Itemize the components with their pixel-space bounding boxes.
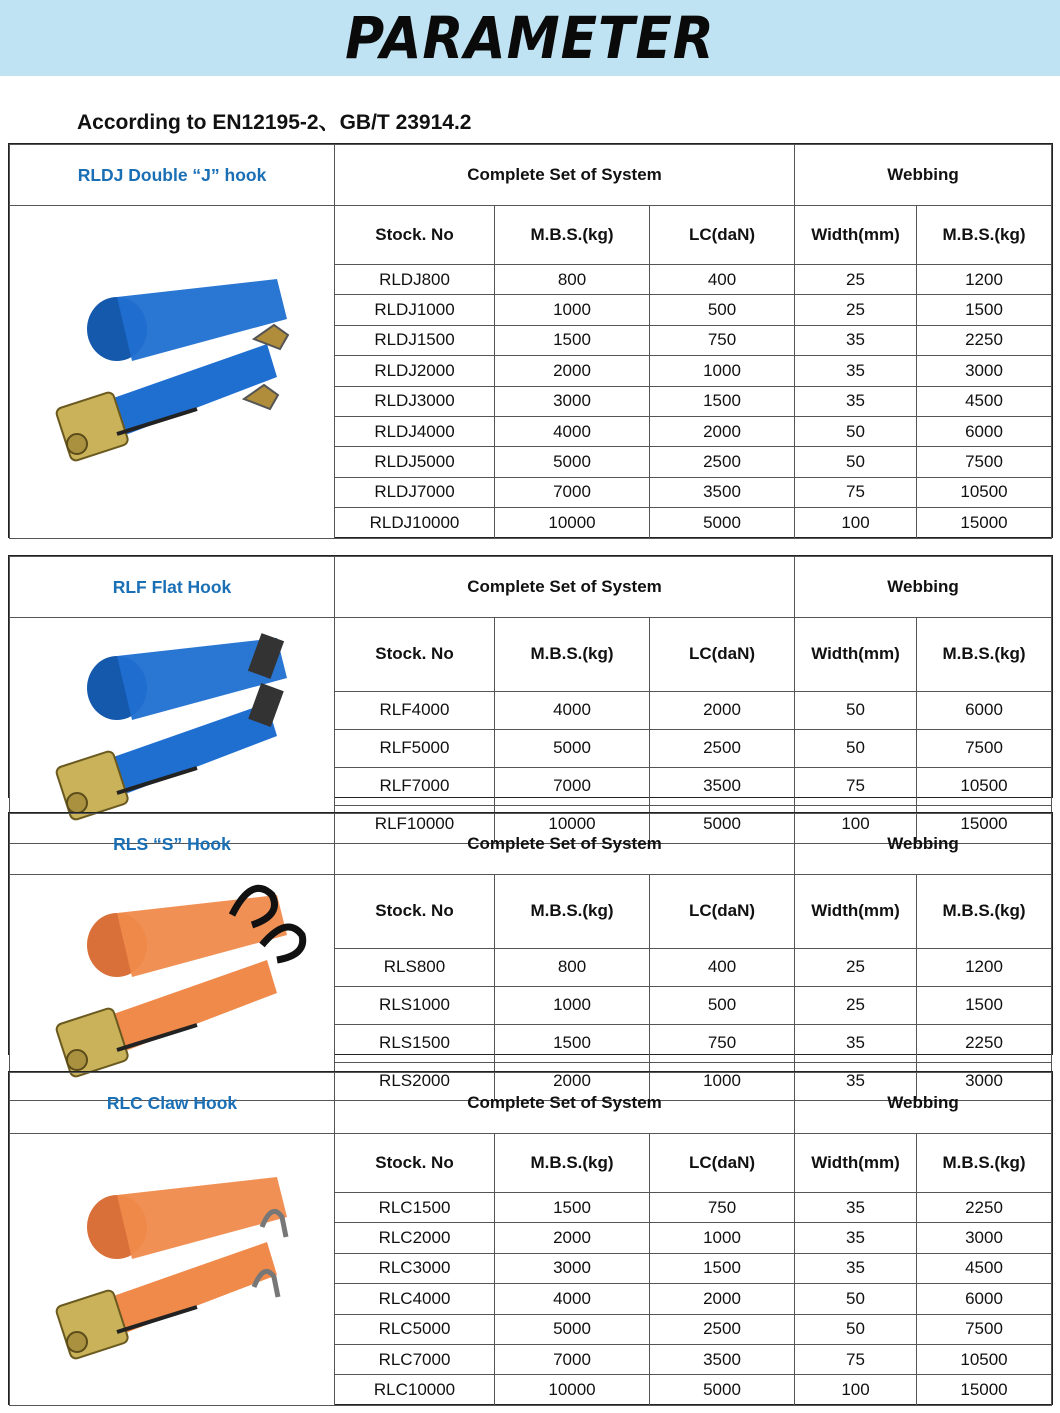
product-image xyxy=(22,875,322,1095)
table-cell: RLF10000 xyxy=(335,805,495,843)
col-webbing-mbs: M.B.S.(kg) xyxy=(917,618,1052,692)
col-lc: LC(daN) xyxy=(650,618,795,692)
product-image xyxy=(22,618,322,838)
table-cell: 25 xyxy=(795,265,917,295)
table-cell: 15000 xyxy=(917,805,1052,843)
table-cell: RLC5000 xyxy=(335,1314,495,1344)
table-cell: 1200 xyxy=(917,948,1052,986)
product-table xyxy=(8,143,1053,538)
webbing-group-header: Webbing xyxy=(795,814,1052,875)
table-cell: 35 xyxy=(795,1193,917,1223)
col-lc: LC(daN) xyxy=(650,206,795,265)
table-cell: 50 xyxy=(795,729,917,767)
table-cell: 25 xyxy=(795,948,917,986)
product-table xyxy=(8,1071,1053,1405)
table-cell: 7000 xyxy=(495,767,650,805)
table-cell: 100 xyxy=(795,805,917,843)
product-name: RLDJ Double “J” hook xyxy=(10,145,335,206)
table-cell: 5000 xyxy=(495,729,650,767)
table-cell: 5000 xyxy=(495,1314,650,1344)
webbing-group-header: Webbing xyxy=(795,145,1052,206)
table-cell: 2000 xyxy=(495,1062,650,1100)
table-cell: 1500 xyxy=(495,325,650,355)
col-width: Width(mm) xyxy=(795,206,917,265)
table-cell: RLS1500 xyxy=(335,1024,495,1062)
col-webbing-mbs: M.B.S.(kg) xyxy=(917,206,1052,265)
table-cell: 1000 xyxy=(495,986,650,1024)
table-cell: 500 xyxy=(650,986,795,1024)
table-cell: 3000 xyxy=(495,386,650,416)
col-mbs: M.B.S.(kg) xyxy=(495,875,650,949)
col-mbs: M.B.S.(kg) xyxy=(495,1134,650,1193)
system-group-header: Complete Set of System xyxy=(335,1073,795,1134)
col-width: Width(mm) xyxy=(795,1134,917,1193)
product-image xyxy=(22,1157,322,1377)
table-cell: 50 xyxy=(795,691,917,729)
table-cell: 2250 xyxy=(917,1024,1052,1062)
table-cell: RLS800 xyxy=(335,948,495,986)
title-banner xyxy=(0,0,1060,76)
table-cell: 7500 xyxy=(917,1314,1052,1344)
table-cell: 10500 xyxy=(917,1344,1052,1374)
table-cell: 6000 xyxy=(917,1284,1052,1314)
table-cell: 10500 xyxy=(917,477,1052,507)
table-cell: 75 xyxy=(795,767,917,805)
product-name: RLS “S” Hook xyxy=(10,814,335,875)
table-cell: 1500 xyxy=(650,386,795,416)
table-cell: 2500 xyxy=(650,1314,795,1344)
table-cell: 500 xyxy=(650,295,795,325)
table-cell: RLC2000 xyxy=(335,1223,495,1253)
table-cell: 7500 xyxy=(917,447,1052,477)
table-cell: 10000 xyxy=(495,805,650,843)
table-cell: 1500 xyxy=(495,1024,650,1062)
table-cell: 75 xyxy=(795,1344,917,1374)
product-image-cell xyxy=(10,618,335,844)
table-cell: RLDJ800 xyxy=(335,265,495,295)
table-cell: RLC4000 xyxy=(335,1284,495,1314)
table-cell: 1500 xyxy=(917,986,1052,1024)
table-cell: 35 xyxy=(795,1024,917,1062)
table-cell: 3000 xyxy=(917,1223,1052,1253)
table-cell: 5000 xyxy=(650,508,795,538)
table-cell: 1000 xyxy=(650,1223,795,1253)
col-width: Width(mm) xyxy=(795,618,917,692)
table-cell: 5000 xyxy=(495,447,650,477)
col-stock-no: Stock. No xyxy=(335,1134,495,1193)
table-cell: 6000 xyxy=(917,416,1052,446)
table-cell: RLF7000 xyxy=(335,767,495,805)
table-cell: RLF4000 xyxy=(335,691,495,729)
table-cell: 1000 xyxy=(650,356,795,386)
table-cell: RLDJ3000 xyxy=(335,386,495,416)
product-table xyxy=(8,812,1053,1091)
table-cell: 2500 xyxy=(650,729,795,767)
table-cell: 3000 xyxy=(495,1253,650,1283)
table-cell: RLDJ10000 xyxy=(335,508,495,538)
table-cell: 75 xyxy=(795,477,917,507)
col-stock-no: Stock. No xyxy=(335,618,495,692)
table-cell: 750 xyxy=(650,325,795,355)
table-cell: 100 xyxy=(795,1375,917,1405)
table-cell: 2250 xyxy=(917,1193,1052,1223)
table-cell: 35 xyxy=(795,1062,917,1100)
table-cell: 100 xyxy=(795,508,917,538)
col-stock-no: Stock. No xyxy=(335,875,495,949)
table-cell: RLDJ2000 xyxy=(335,356,495,386)
product-image-cell xyxy=(10,875,335,1101)
table-cell: 400 xyxy=(650,948,795,986)
col-lc: LC(daN) xyxy=(650,875,795,949)
table-cell: RLC3000 xyxy=(335,1253,495,1283)
table-cell: 1500 xyxy=(650,1253,795,1283)
table-cell: 35 xyxy=(795,1253,917,1283)
table-cell: 2000 xyxy=(495,1223,650,1253)
col-webbing-mbs: M.B.S.(kg) xyxy=(917,875,1052,949)
table-cell: 10000 xyxy=(495,1375,650,1405)
col-webbing-mbs: M.B.S.(kg) xyxy=(917,1134,1052,1193)
table-cell: 4000 xyxy=(495,1284,650,1314)
table-cell: 2500 xyxy=(650,447,795,477)
table-cell: 50 xyxy=(795,1314,917,1344)
table-cell: 50 xyxy=(795,447,917,477)
table-cell: 25 xyxy=(795,295,917,325)
page-title: PARAMETER xyxy=(345,4,715,72)
standard-reference: According to EN12195-2、GB/T 23914.2 xyxy=(77,111,472,134)
table-cell: 50 xyxy=(795,1284,917,1314)
table-cell: 35 xyxy=(795,325,917,355)
col-mbs: M.B.S.(kg) xyxy=(495,206,650,265)
col-mbs: M.B.S.(kg) xyxy=(495,618,650,692)
table-cell: 25 xyxy=(795,986,917,1024)
table-cell: 7500 xyxy=(917,729,1052,767)
table-cell: 750 xyxy=(650,1193,795,1223)
table-cell: 50 xyxy=(795,416,917,446)
table-cell: 2250 xyxy=(917,325,1052,355)
table-cell: 4500 xyxy=(917,386,1052,416)
table-cell: 3500 xyxy=(650,1344,795,1374)
webbing-group-header: Webbing xyxy=(795,1073,1052,1134)
table-cell: RLC7000 xyxy=(335,1344,495,1374)
table-cell: 5000 xyxy=(650,1375,795,1405)
table-cell: 1500 xyxy=(917,295,1052,325)
table-cell: 2000 xyxy=(650,416,795,446)
table-cell: RLDJ1500 xyxy=(335,325,495,355)
table-cell: 6000 xyxy=(917,691,1052,729)
system-group-header: Complete Set of System xyxy=(335,145,795,206)
col-width: Width(mm) xyxy=(795,875,917,949)
table-cell: 10000 xyxy=(495,508,650,538)
table-cell: 750 xyxy=(650,1024,795,1062)
table-cell: 5000 xyxy=(650,805,795,843)
table-cell: 1200 xyxy=(917,265,1052,295)
table-cell: 1000 xyxy=(495,295,650,325)
product-image-cell xyxy=(10,1134,335,1406)
table-cell: 35 xyxy=(795,356,917,386)
table-cell: 4500 xyxy=(917,1253,1052,1283)
table-cell: RLF5000 xyxy=(335,729,495,767)
table-cell: 7000 xyxy=(495,477,650,507)
webbing-group-header: Webbing xyxy=(795,557,1052,618)
table-cell: 3500 xyxy=(650,477,795,507)
table-cell: 15000 xyxy=(917,1375,1052,1405)
table-cell: RLDJ5000 xyxy=(335,447,495,477)
table-cell: 7000 xyxy=(495,1344,650,1374)
table-cell: RLC1500 xyxy=(335,1193,495,1223)
table-cell: 3000 xyxy=(917,1062,1052,1100)
table-cell: RLS1000 xyxy=(335,986,495,1024)
system-group-header: Complete Set of System xyxy=(335,557,795,618)
product-name: RLF Flat Hook xyxy=(10,557,335,618)
col-stock-no: Stock. No xyxy=(335,206,495,265)
table-cell: 10500 xyxy=(917,767,1052,805)
table-cell: 35 xyxy=(795,386,917,416)
table-cell: 800 xyxy=(495,265,650,295)
table-cell: 1000 xyxy=(650,1062,795,1100)
product-image-cell xyxy=(10,206,335,539)
table-cell: 2000 xyxy=(650,1284,795,1314)
table-cell: 3500 xyxy=(650,767,795,805)
table-cell: 3000 xyxy=(917,356,1052,386)
table-cell: RLDJ7000 xyxy=(335,477,495,507)
table-cell: RLS2000 xyxy=(335,1062,495,1100)
table-cell: 2000 xyxy=(495,356,650,386)
table-cell: 2000 xyxy=(650,691,795,729)
table-cell: 4000 xyxy=(495,416,650,446)
table-cell: RLDJ1000 xyxy=(335,295,495,325)
table-cell: 1500 xyxy=(495,1193,650,1223)
table-cell: 400 xyxy=(650,265,795,295)
table-cell: 4000 xyxy=(495,691,650,729)
table-cell: 15000 xyxy=(917,508,1052,538)
table-cell: RLDJ4000 xyxy=(335,416,495,446)
table-cell: 800 xyxy=(495,948,650,986)
table-cell: 35 xyxy=(795,1223,917,1253)
system-group-header: Complete Set of System xyxy=(335,814,795,875)
product-name: RLC Claw Hook xyxy=(10,1073,335,1134)
table-cell: RLC10000 xyxy=(335,1375,495,1405)
product-image xyxy=(22,259,322,479)
col-lc: LC(daN) xyxy=(650,1134,795,1193)
product-table xyxy=(8,555,1053,834)
